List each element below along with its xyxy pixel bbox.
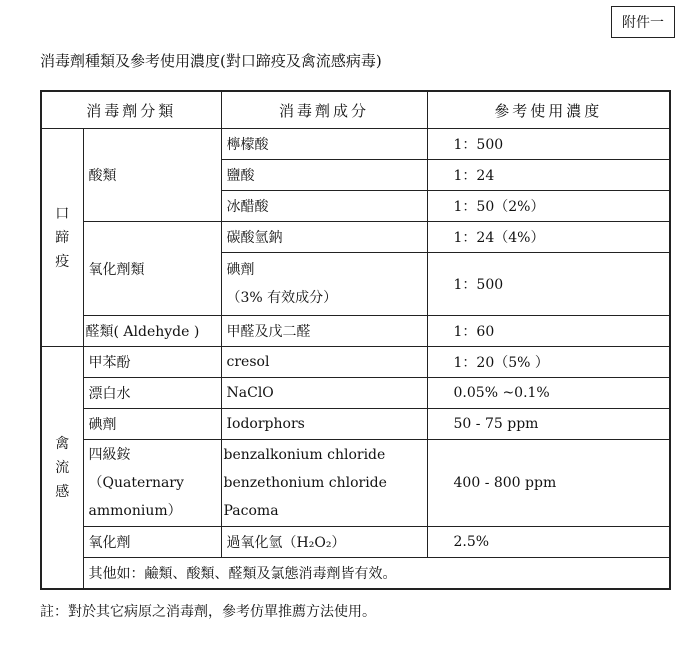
- ingredient-cell: 過氧化氫（H₂O₂）: [221, 527, 427, 558]
- table-row: [41, 527, 670, 558]
- ingredient-line: benzethonium chloride: [223, 475, 387, 491]
- category-line: ammonium）: [88, 503, 182, 519]
- concentration-cell: 1：50（2%）: [427, 191, 670, 222]
- category-line: 四級銨: [88, 447, 131, 463]
- header-ingredient: 消毒劑成分: [221, 91, 427, 129]
- ingredient-cell: NaClO: [221, 378, 427, 409]
- group-label-avian: 禽 流 感: [41, 347, 83, 590]
- ingredient-cell: 鹽酸: [221, 160, 427, 191]
- concentration-cell: 1：60: [427, 316, 670, 347]
- table-row: [41, 129, 670, 160]
- category-line: （Quaternary: [88, 475, 184, 491]
- category-oxidizers: 氧化劑類: [83, 222, 221, 316]
- concentration-cell: 2.5%: [427, 527, 670, 558]
- document-title: 消毒劑種類及參考使用濃度(對口蹄疫及禽流感病毒): [40, 52, 382, 70]
- attachment-label: 附件一: [611, 6, 675, 38]
- ingredient-line: 碘劑: [226, 262, 255, 278]
- table-row: [41, 440, 670, 527]
- group-label-fmd: 口 蹄 疫: [41, 129, 83, 347]
- concentration-cell: 50 - 75 ppm: [427, 409, 670, 440]
- ingredient-line: benzalkonium chloride: [223, 447, 386, 463]
- table-row: [41, 558, 670, 590]
- table-row: [41, 378, 670, 409]
- concentration-cell: 1：24（4%）: [427, 222, 670, 253]
- concentration-cell: 1：500: [427, 129, 670, 160]
- ingredient-cell: 甲醛及戊二醛: [221, 316, 427, 347]
- header-category: 消毒劑分類: [41, 91, 221, 129]
- table-header-row: [41, 91, 670, 129]
- concentration-cell: 1：500: [427, 253, 670, 316]
- concentration-cell: 400 - 800 ppm: [427, 440, 670, 527]
- table-row: [41, 316, 670, 347]
- category-cell: 氧化劑: [83, 527, 221, 558]
- category-acids: 酸類: [83, 129, 221, 222]
- table-row: [41, 409, 670, 440]
- table-row: [41, 347, 670, 378]
- category-cell: 碘劑: [83, 409, 221, 440]
- ingredient-cell: [221, 440, 427, 527]
- ingredient-line: （3% 有效成分）: [226, 290, 338, 306]
- concentration-cell: 1：24: [427, 160, 670, 191]
- ingredient-line: Pacoma: [223, 503, 279, 519]
- concentration-cell: 1：20（5% ）: [427, 347, 670, 378]
- header-concentration: 參考使用濃度: [427, 91, 670, 129]
- ingredient-cell: 檸檬酸: [221, 129, 427, 160]
- disinfectant-table: [40, 90, 671, 590]
- category-cell: [83, 440, 221, 527]
- concentration-cell: 0.05% ~0.1%: [427, 378, 670, 409]
- footnote: 註：對於其它病原之消毒劑，參考仿單推薦方法使用。: [40, 604, 376, 620]
- ingredient-cell: 冰醋酸: [221, 191, 427, 222]
- ingredient-cell: Iodorphors: [221, 409, 427, 440]
- ingredient-cell: [221, 253, 427, 316]
- category-aldehydes: 醛類( Aldehyde ): [83, 316, 221, 347]
- other-note-cell: 其他如：鹼類、酸類、醛類及氯態消毒劑皆有效。: [83, 558, 670, 590]
- table-row: [41, 222, 670, 253]
- ingredient-cell: 碳酸氫鈉: [221, 222, 427, 253]
- category-cell: 甲苯酚: [83, 347, 221, 378]
- ingredient-cell: cresol: [221, 347, 427, 378]
- category-cell: 漂白水: [83, 378, 221, 409]
